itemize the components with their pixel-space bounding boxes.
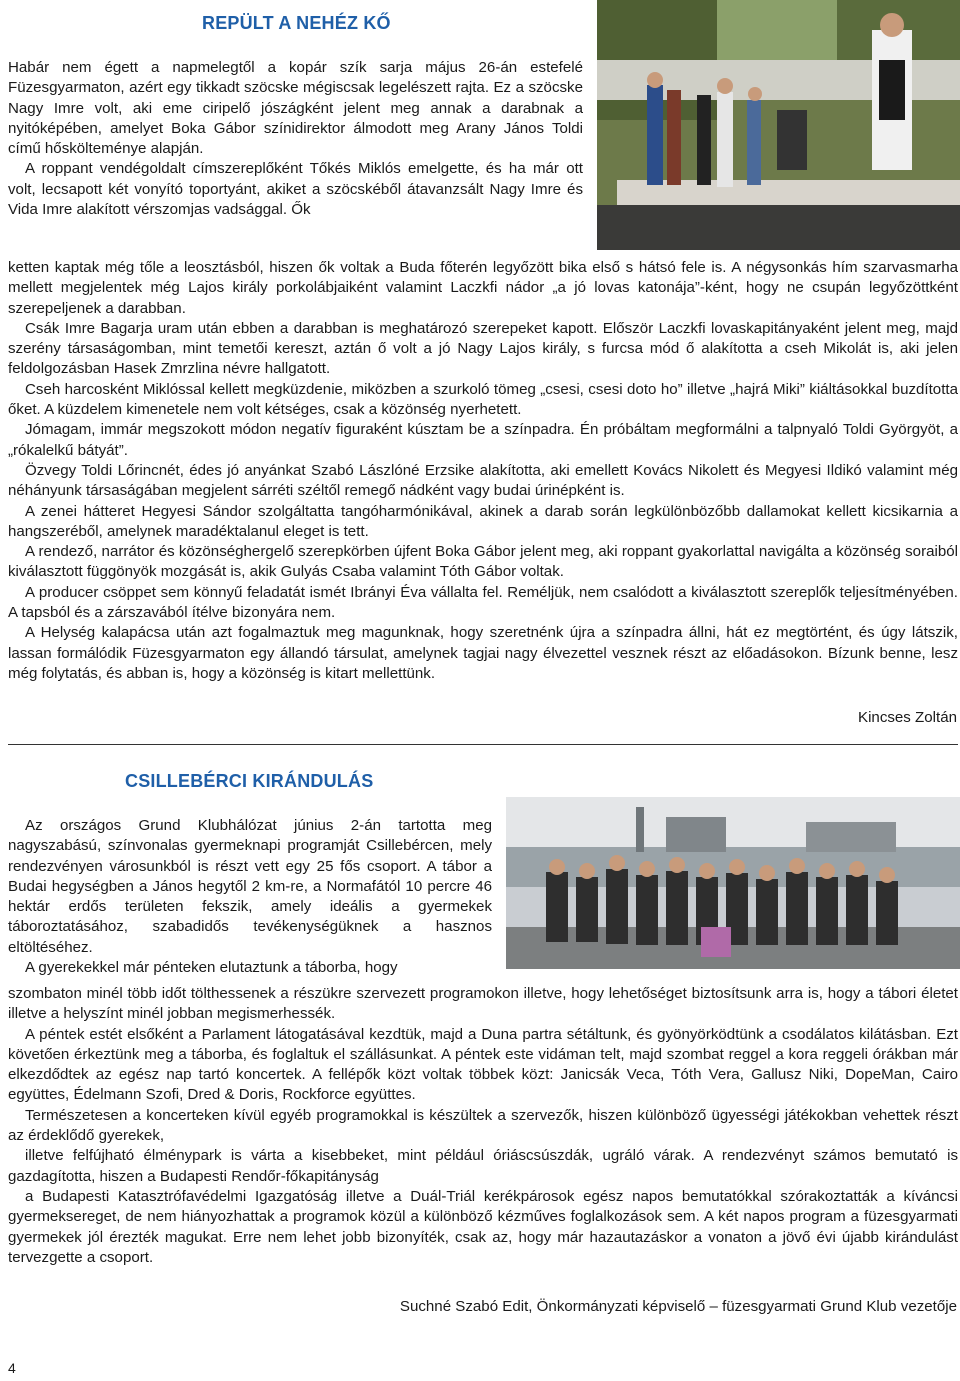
article-title: CSILLEBÉRCI KIRÁNDULÁS xyxy=(125,771,374,791)
section-divider xyxy=(8,744,958,745)
group-photo xyxy=(506,797,960,969)
paragraph: A producer csöppet sem könnyű feladatát ismét Ibrányi Éva vállalta fel. Reméljük, nem csalódott a kiválasztott szereplők teljesítményében. A tapsból és a zárszavából ítélve bizonyára nem. xyxy=(8,583,958,622)
paragraph: Özvegy Toldi Lőrincnét, édes jó anyánkat Szabó Lászlóné Erzsike alakította, aki emellett Kovács Nikolett és Megyesi Ildikó valamint még néhányunk társaságában megjelent sárréti széltől remegő nádként vagy budai úrinépként is. xyxy=(8,461,958,500)
paragraph: Természetesen a koncerteken kívül egyéb programokkal is készültek a szervezők, hiszen különböző ügyességi játékokban vehettek részt az érdeklődő gyerekek, xyxy=(8,1106,958,1145)
paragraph: A gyerekekkel már pénteken elutaztunk a táborba, hogy xyxy=(25,959,398,977)
article-body xyxy=(8,984,958,1268)
paragraph: illetve felfújható élménypark is várta a kisebbeket, mint például óriáscsúszdák, ugráló várak. A rendezvényt számos bemutató is gazdagította, hiszen a Budapesti Rendőr-főkapitányság xyxy=(8,1147,958,1185)
paragraph-continued: ketten kaptak még tőle a leosztásból, hiszen ők voltak a Buda főterén legyőzött bika első s hátsó fele is. A négysonkás hím szarvasmarha mellett megjelentek még Lajos király porkolábjaiként valamint Laczkfi nádor „a jó lovas katonája”-ként, hogy ne csupán legyőzöttként szerepeljenek a darabban. xyxy=(8,259,958,317)
theatre-performance-photo xyxy=(597,0,960,250)
paragraph: Az országos Grund Klubhálózat június 2-án tartotta meg nagyszabású, színvonalas gyermeknapi programját Csillebércen, mely rendezvényen városunkból is részt vett egy 25 fős csoport. A tábor a Budai hegységben a János hegytől 2 km-re, a Normafától 10 percre 46 hektár erdős területen fekszik, amely ideális a gyermekek táboroztatásához, szabadidős tevékenységüknek a hasznos eltöltéséhez. xyxy=(8,817,492,956)
article-body-top xyxy=(8,58,583,220)
paragraph: A péntek estét elsőként a Parlament látogatásával kezdtük, majd a Duna partra sétáltunk, és gyönyörködtünk a csodálatos kilátásban. Ezt követően érkeztünk meg a táborba, és foglaltuk el szállásunkat. A péntek este vidáman telt, majd szombat reggel a kora reggeli órákban már elkezdődtek az egész nap tartó koncertek. A fellépők közt voltak többek közt: Janicsák Veca, Tóth Vera, Gallusz Niki, DopeMan, Cairo együttes, Édelmann Szofi, Dred & Doris, Rockforce együttes. xyxy=(8,1025,958,1104)
author-signature: Suchné Szabó Edit, Önkormányzati képviselő – füzesgyarmati Grund Klub vezetője xyxy=(399,1298,957,1315)
article-body-top xyxy=(8,816,492,978)
paragraph: a Budapesti Katasztrófavédelmi Igazgatóság illetve a Duál-Triál kerékpárosok egész napos bemutatókkal szórakoztatták a kíváncsi gyermeksereget, de nem hiányozhattak a programok közül a különböző kézműves foglalkozások sem. A két napos program a füzesgyarmati gyermekek jól érezték magukat. Erre nem lehet jobb bizonyíték, csak az, hogy már hazautazáskor a vonaton a jövő évi újabb kirándulást tervezgette a csoport. xyxy=(8,1187,958,1266)
article-body xyxy=(8,258,958,684)
paragraph: Cseh harcosként Miklóssal kellett megküzdenie, miközben a szurkoló tömeg „csesi, csesi doto ho” illetve „hajrá Miki” kiáltásokkal buzdította őket. A küzdelem kimenetele nem volt kétséges, csak a közönség nyerhetett. xyxy=(8,380,958,419)
paragraph-continued: szombaton minél több időt tölthessenek a részükre szervezett programokon illetve, hogy lehetőséget biztosítsunk arra is, hogy a tábori életet illetve a helyszínt minél jobban megismerhessék. xyxy=(8,985,958,1023)
article-title: REPÜLT A NEHÉZ KŐ xyxy=(202,13,391,33)
paragraph: A roppant vendégoldalt címszereplőként Tőkés Miklós emelgette, és ha már ott volt, lecsapott két vonyító toportyánt, akiket a szöcskéből átavanzsált Nagy Imre és Vida Imre alakított vérszomjas vadsággal. Ők xyxy=(8,160,583,219)
paragraph: A Helység kalapácsa után azt fogalmaztuk meg magunknak, hogy szeretnénk újra a színpadra állni, hát ez megtörtént, és úgy látszik, lassan formálódik Füzesgyarmaton egy állandó társulat, amelynek tagjai nagy élvezettel vesznek részt az előadásokon. Bízunk benne, lesz még folytatás, és abban is, hogy a közönség is kitart mellettünk. xyxy=(8,624,958,682)
page-number: 4 xyxy=(8,1360,16,1376)
author-signature: Kincses Zoltán xyxy=(858,709,957,726)
paragraph: Jómagam, immár megszokott módon negatív figuraként kúsztam be a színpadra. Én próbáltam megformálni a talpnyaló Toldi Györgyöt, a „rókalelkű bátyát”. xyxy=(8,421,958,459)
paragraph: Csák Imre Bagarja uram után ebben a darabban is meghatározó szerepeket kapott. Először Laczkfi lovaskapitányaként jelent meg, majd szerény társaságomban, mint temetői kereszt, aztán ő volt a jó Nagy Lajos király, s furcsa mód ő alakította a cseh Mikolát is, aki jelen feldolgozásban Hasek Zmrzlina névre hallgatott. xyxy=(8,319,958,378)
paragraph: A rendező, narrátor és közönséghergelő szerepkörben újfent Boka Gábor jelent meg, aki roppant gyakorlattal navigálta a közönség soraiból kiválasztott függönyök mozgását is, akik Gulyás Csaba valamint Tóth Gábor voltak. xyxy=(8,543,958,581)
paragraph: Habár nem égett a napmelegtől a kopár szík sarja május 26-án estefelé Füzesgyarmaton, azért egy tikkadt szöcske mégiscsak legelészett rajta. Ez a szöcske Nagy Imre volt, aki eme ciripelő jószágként jelent meg annak a darabnak a nyitóképében, amelyet Boka Gábor színidirektor álmodott meg Arany János Toldi című hőskölteménye alapján. xyxy=(8,59,583,158)
paragraph: A zenei hátteret Hegyesi Sándor szolgáltatta tangóharmónikával, akinek a darab során legkülönbözőbb dallamokat kellett kicsikarnia a hangszeréből, amelynek maradéktalanul eleget is tett. xyxy=(8,502,958,540)
